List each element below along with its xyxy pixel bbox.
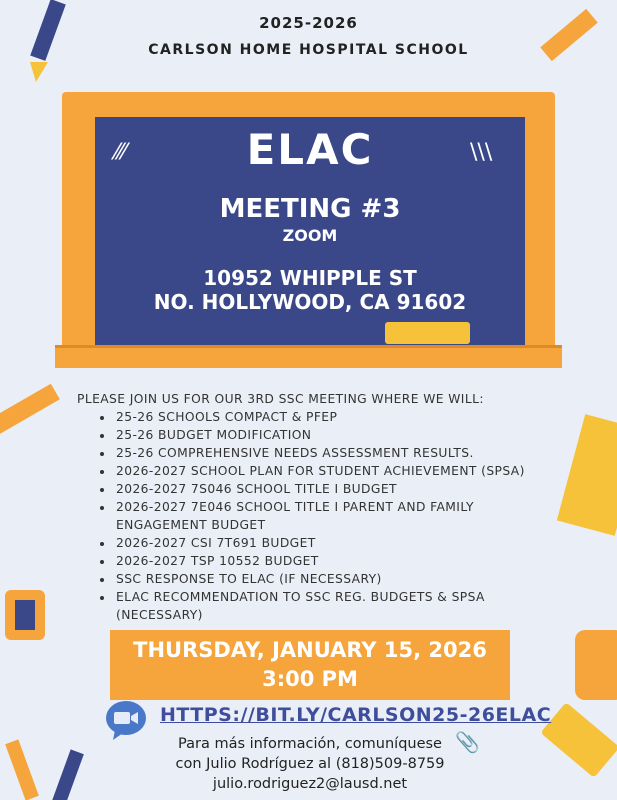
meeting-mode: ZOOM bbox=[282, 226, 338, 245]
eraser-icon bbox=[540, 702, 617, 778]
address-line2: NO. HOLLYWOOD, CA 91602 bbox=[153, 290, 467, 314]
stapler-icon bbox=[575, 630, 617, 700]
agenda-item: • 2026-2027 7E046 SCHOOL TITLE I PARENT AND FAMILY ENGAGEMENT BUDGET bbox=[114, 498, 554, 534]
contact-line: con Julio Rodríguez al (818)509-8759 bbox=[175, 756, 445, 772]
crayon-icon bbox=[5, 739, 84, 800]
school-name: CARLSON HOME HOSPITAL SCHOOL bbox=[148, 42, 469, 58]
agenda-item: • 25-26 BUDGET MODIFICATION bbox=[114, 426, 554, 444]
agenda-item: • ELAC RECOMMENDATION TO SSC REG. BUDGETS & SPSA (NECESSARY) bbox=[114, 588, 554, 624]
agenda-item: • 2026-2027 SCHOOL PLAN FOR STUDENT ACHIEVEMENT (SPSA) bbox=[114, 462, 554, 480]
sparkle-icon: \\\ bbox=[470, 140, 493, 165]
agenda-item: • 2026-2027 7S046 SCHOOL TITLE I BUDGET bbox=[114, 480, 554, 498]
agenda-intro: PLEASE JOIN US FOR OUR 3RD SSC MEETING WHERE WE WILL: bbox=[77, 392, 484, 406]
board-title: ELAC bbox=[246, 125, 374, 174]
ruler-icon bbox=[0, 384, 60, 435]
agenda-item: • 2026-2027 CSI 7T691 BUDGET bbox=[114, 534, 554, 552]
address-line1: 10952 WHIPPLE ST bbox=[203, 266, 417, 290]
sharpener-icon bbox=[5, 590, 45, 640]
school-year: 2025-2026 bbox=[259, 14, 358, 32]
agenda-item: • 2026-2027 TSP 10552 BUDGET bbox=[114, 552, 554, 570]
zoom-meeting-link[interactable]: HTTPS://BIT.LY/CARLSON25-26ELAC bbox=[160, 704, 552, 726]
contact-email[interactable]: julio.rodriguez2@lausd.net bbox=[212, 776, 408, 792]
event-time: 3:00 PM bbox=[262, 667, 358, 691]
board-eraser bbox=[385, 322, 470, 344]
paperclip-icon: 📎 bbox=[455, 730, 480, 754]
agenda-item: • 25-26 SCHOOLS COMPACT & PFEP bbox=[114, 408, 554, 426]
contact-line: Para más información, comuníquese bbox=[178, 736, 442, 752]
event-date: THURSDAY, JANUARY 15, 2026 bbox=[133, 638, 487, 662]
chalk-tray bbox=[55, 345, 562, 368]
agenda-list bbox=[100, 408, 554, 624]
sparkle-icon: ⁄⁄⁄ bbox=[115, 140, 127, 165]
zoom-video-icon bbox=[105, 700, 149, 740]
agenda-item: • SSC RESPONSE TO ELAC (IF NECESSARY) bbox=[114, 570, 554, 588]
meeting-number: MEETING #3 bbox=[219, 194, 401, 224]
agenda-item: • 25-26 COMPREHENSIVE NEEDS ASSESSMENT RESULTS. bbox=[114, 444, 554, 462]
pencil-icon bbox=[30, 0, 66, 82]
notebook-icon bbox=[557, 414, 617, 536]
